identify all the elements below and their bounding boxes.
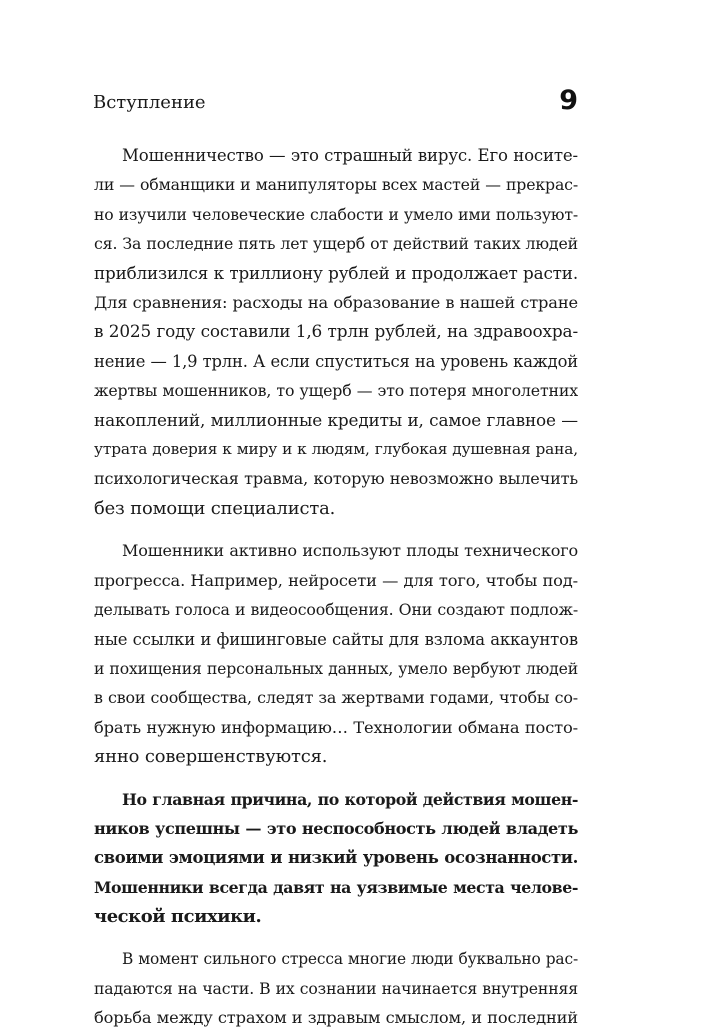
text-line: ся. За последние пять лет ущерб от действий таких людей (94, 234, 578, 254)
text-line: делывать голоса и видеосообщения. Они создают подлож- (94, 600, 578, 620)
text-line: приблизился к триллиону рублей и продолжает расти. (94, 262, 578, 283)
text-line: в свои сообщества, следят за жертвами годами, чтобы со- (94, 688, 578, 708)
page-number: 9 (559, 85, 578, 116)
text-line: ли — обманщики и манипуляторы всех мастей — прекрас- (94, 175, 578, 195)
running-title: Вступление (93, 92, 206, 113)
text-line: Мошенники всегда давят на уязвимые места челове- (94, 877, 578, 897)
text-line: но изучили человеческие слабости и умело ими пользуют- (94, 204, 578, 224)
text-line: и похищения персональных данных, умело вербуют людей (94, 658, 578, 678)
text-line: борьба между страхом и здравым смыслом, и последний (94, 1008, 578, 1028)
text-line: своими эмоциями и низкий уровень осознанности. (94, 847, 578, 868)
text-line: Но главная причина, по которой действия мошен- (122, 789, 578, 809)
text-line: психологическая травма, которую невозможно вылечить (94, 469, 578, 489)
paragraph-1 (94, 141, 578, 523)
text-line: в 2025 году составили 1,6 трлн рублей, на здравоохра- (94, 321, 578, 342)
paragraph-2 (94, 536, 578, 771)
text-line: накоплений, миллионные кредиты и, самое главное — (94, 409, 578, 430)
text-line: Для сравнения: расходы на образование в нашей стране (94, 293, 578, 313)
text-line: жертвы мошенников, то ущерб — это потеря многолетних (94, 381, 578, 401)
text-line: прогресса. Например, нейросети — для того, чтобы под- (94, 570, 578, 590)
text-line: Мошенничество — это страшный вирус. Его носите- (122, 146, 578, 165)
paragraph-4 (94, 945, 578, 1033)
text-line: ные ссылки и фишинговые сайты для взлома аккаунтов (94, 629, 578, 649)
text-line: ников успешны — это неспособность людей владеть (94, 818, 578, 838)
text-line: янно совершенствуются. (94, 746, 328, 768)
text-line: нение — 1,9 трлн. А если спуститься на уровень каждой (94, 351, 578, 371)
text-line: падаются на части. В их сознании начинается внутренняя (94, 978, 578, 998)
body-text (94, 141, 578, 1033)
text-line: Мошенники активно используют плоды технического (122, 541, 578, 561)
text-line: брать нужную информацию… Технологии обмана посто- (94, 717, 578, 737)
text-line: без помощи специалиста. (94, 497, 336, 519)
text-line: утрата доверия к миру и к людям, глубокая душевная рана, (94, 440, 578, 459)
paragraph-3-bold (94, 785, 578, 932)
text-line: ческой психики. (94, 906, 262, 928)
text-line: В момент сильного стресса многие люди буквально рас- (122, 949, 578, 968)
